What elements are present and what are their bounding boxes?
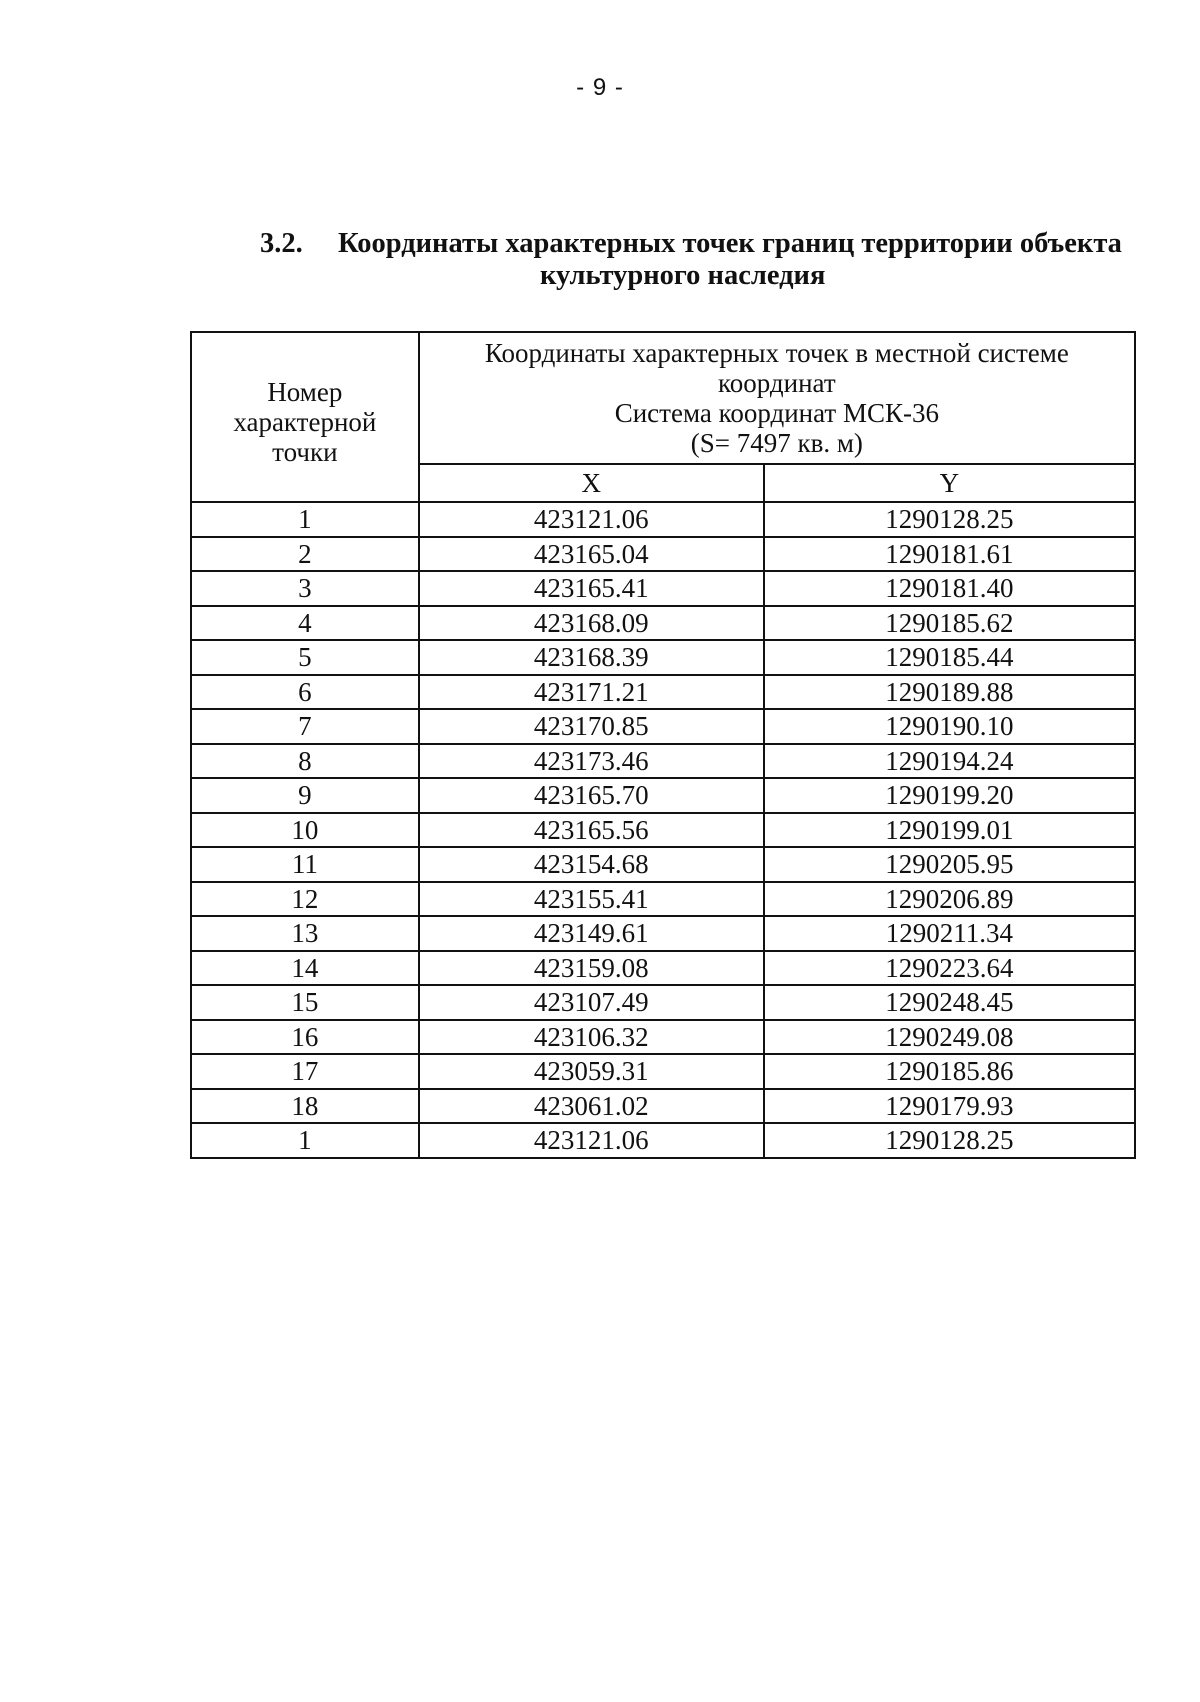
- point-number-cell: 4: [191, 606, 419, 641]
- table-row: [191, 847, 1135, 882]
- y-coordinate-cell: 1290205.95: [764, 847, 1135, 882]
- y-coordinate-cell: 1290185.44: [764, 640, 1135, 675]
- x-coordinate-cell: 423059.31: [419, 1054, 764, 1089]
- y-coordinate-cell: 1290179.93: [764, 1089, 1135, 1124]
- page-number: - 9 -: [576, 74, 624, 101]
- y-coordinate-cell: 1290190.10: [764, 709, 1135, 744]
- x-coordinate-cell: 423106.32: [419, 1020, 764, 1055]
- point-number-cell: 11: [191, 847, 419, 882]
- point-number-cell: 16: [191, 1020, 419, 1055]
- x-coordinate-cell: 423154.68: [419, 847, 764, 882]
- y-coordinate-cell: 1290128.25: [764, 1123, 1135, 1158]
- point-number-cell: 6: [191, 675, 419, 710]
- y-coordinate-cell: 1290189.88: [764, 675, 1135, 710]
- x-coordinate-cell: 423165.41: [419, 571, 764, 606]
- x-coordinate-cell: 423061.02: [419, 1089, 764, 1124]
- x-coordinate-cell: 423165.56: [419, 813, 764, 848]
- x-coordinate-cell: 423168.39: [419, 640, 764, 675]
- point-number-cell: 17: [191, 1054, 419, 1089]
- point-number-cell: 2: [191, 537, 419, 572]
- point-number-cell: 1: [191, 1123, 419, 1158]
- point-number-cell: 15: [191, 985, 419, 1020]
- point-number-cell: 18: [191, 1089, 419, 1124]
- table-row: [191, 709, 1135, 744]
- table-row: [191, 1123, 1135, 1158]
- table-row: [191, 502, 1135, 537]
- point-number-cell: 9: [191, 778, 419, 813]
- point-number-header: [191, 332, 419, 502]
- point-number-cell: 10: [191, 813, 419, 848]
- point-number-cell: 3: [191, 571, 419, 606]
- y-coordinate-cell: 1290206.89: [764, 882, 1135, 917]
- y-coordinate-cell: 1290211.34: [764, 916, 1135, 951]
- heading-line-1: [260, 228, 1160, 260]
- y-coordinate-cell: 1290128.25: [764, 502, 1135, 537]
- table-row: [191, 744, 1135, 779]
- y-coordinate-cell: 1290223.64: [764, 951, 1135, 986]
- coordinates-header: [419, 332, 1135, 464]
- y-coordinate-cell: 1290181.61: [764, 537, 1135, 572]
- table-body: [191, 502, 1135, 1158]
- x-coordinate-cell: 423149.61: [419, 916, 764, 951]
- table-row: [191, 1054, 1135, 1089]
- table-row: [191, 537, 1135, 572]
- y-column-header: Y: [764, 464, 1135, 502]
- table-row: [191, 916, 1135, 951]
- table-row: [191, 640, 1135, 675]
- heading-line-2: культурного наследия: [540, 260, 826, 291]
- x-coordinate-cell: 423107.49: [419, 985, 764, 1020]
- table-row: [191, 1089, 1135, 1124]
- section-number: 3.2.: [260, 228, 303, 259]
- point-number-cell: 13: [191, 916, 419, 951]
- point-header-line: Номер: [267, 377, 343, 407]
- table-row: [191, 606, 1135, 641]
- section-heading: [260, 228, 1160, 292]
- point-number-cell: 7: [191, 709, 419, 744]
- table-row: [191, 675, 1135, 710]
- point-header-line: точки: [272, 437, 338, 467]
- y-coordinate-cell: 1290185.86: [764, 1054, 1135, 1089]
- table-row: [191, 571, 1135, 606]
- table-row: [191, 778, 1135, 813]
- y-coordinate-cell: 1290248.45: [764, 985, 1135, 1020]
- x-coordinate-cell: 423165.04: [419, 537, 764, 572]
- table-row: [191, 951, 1135, 986]
- point-number-cell: 12: [191, 882, 419, 917]
- coords-header-line: Система координат МСК-36: [614, 398, 939, 428]
- y-coordinate-cell: 1290199.01: [764, 813, 1135, 848]
- point-header-line: характерной: [233, 407, 377, 437]
- coordinates-table: [190, 331, 1136, 1159]
- coords-header-line: координат: [718, 368, 836, 398]
- x-coordinate-cell: 423173.46: [419, 744, 764, 779]
- y-coordinate-cell: 1290249.08: [764, 1020, 1135, 1055]
- table-row: [191, 985, 1135, 1020]
- x-coordinate-cell: 423121.06: [419, 1123, 764, 1158]
- x-coordinate-cell: 423121.06: [419, 502, 764, 537]
- coords-header-line: (S= 7497 кв. м): [690, 428, 863, 458]
- table-row: [191, 1020, 1135, 1055]
- point-number-cell: 14: [191, 951, 419, 986]
- x-coordinate-cell: 423155.41: [419, 882, 764, 917]
- x-coordinate-cell: 423170.85: [419, 709, 764, 744]
- y-coordinate-cell: 1290199.20: [764, 778, 1135, 813]
- point-number-cell: 1: [191, 502, 419, 537]
- y-coordinate-cell: 1290181.40: [764, 571, 1135, 606]
- point-number-cell: 5: [191, 640, 419, 675]
- table-row: [191, 882, 1135, 917]
- y-coordinate-cell: 1290185.62: [764, 606, 1135, 641]
- heading-title-text: Координаты характерных точек границ территории объекта: [338, 228, 1122, 259]
- coords-header-line: Координаты характерных точек в местной системе: [484, 338, 1069, 368]
- x-coordinate-cell: 423159.08: [419, 951, 764, 986]
- y-coordinate-cell: 1290194.24: [764, 744, 1135, 779]
- point-number-cell: 8: [191, 744, 419, 779]
- x-coordinate-cell: 423165.70: [419, 778, 764, 813]
- x-column-header: X: [419, 464, 764, 502]
- x-coordinate-cell: 423171.21: [419, 675, 764, 710]
- table-row: [191, 813, 1135, 848]
- x-coordinate-cell: 423168.09: [419, 606, 764, 641]
